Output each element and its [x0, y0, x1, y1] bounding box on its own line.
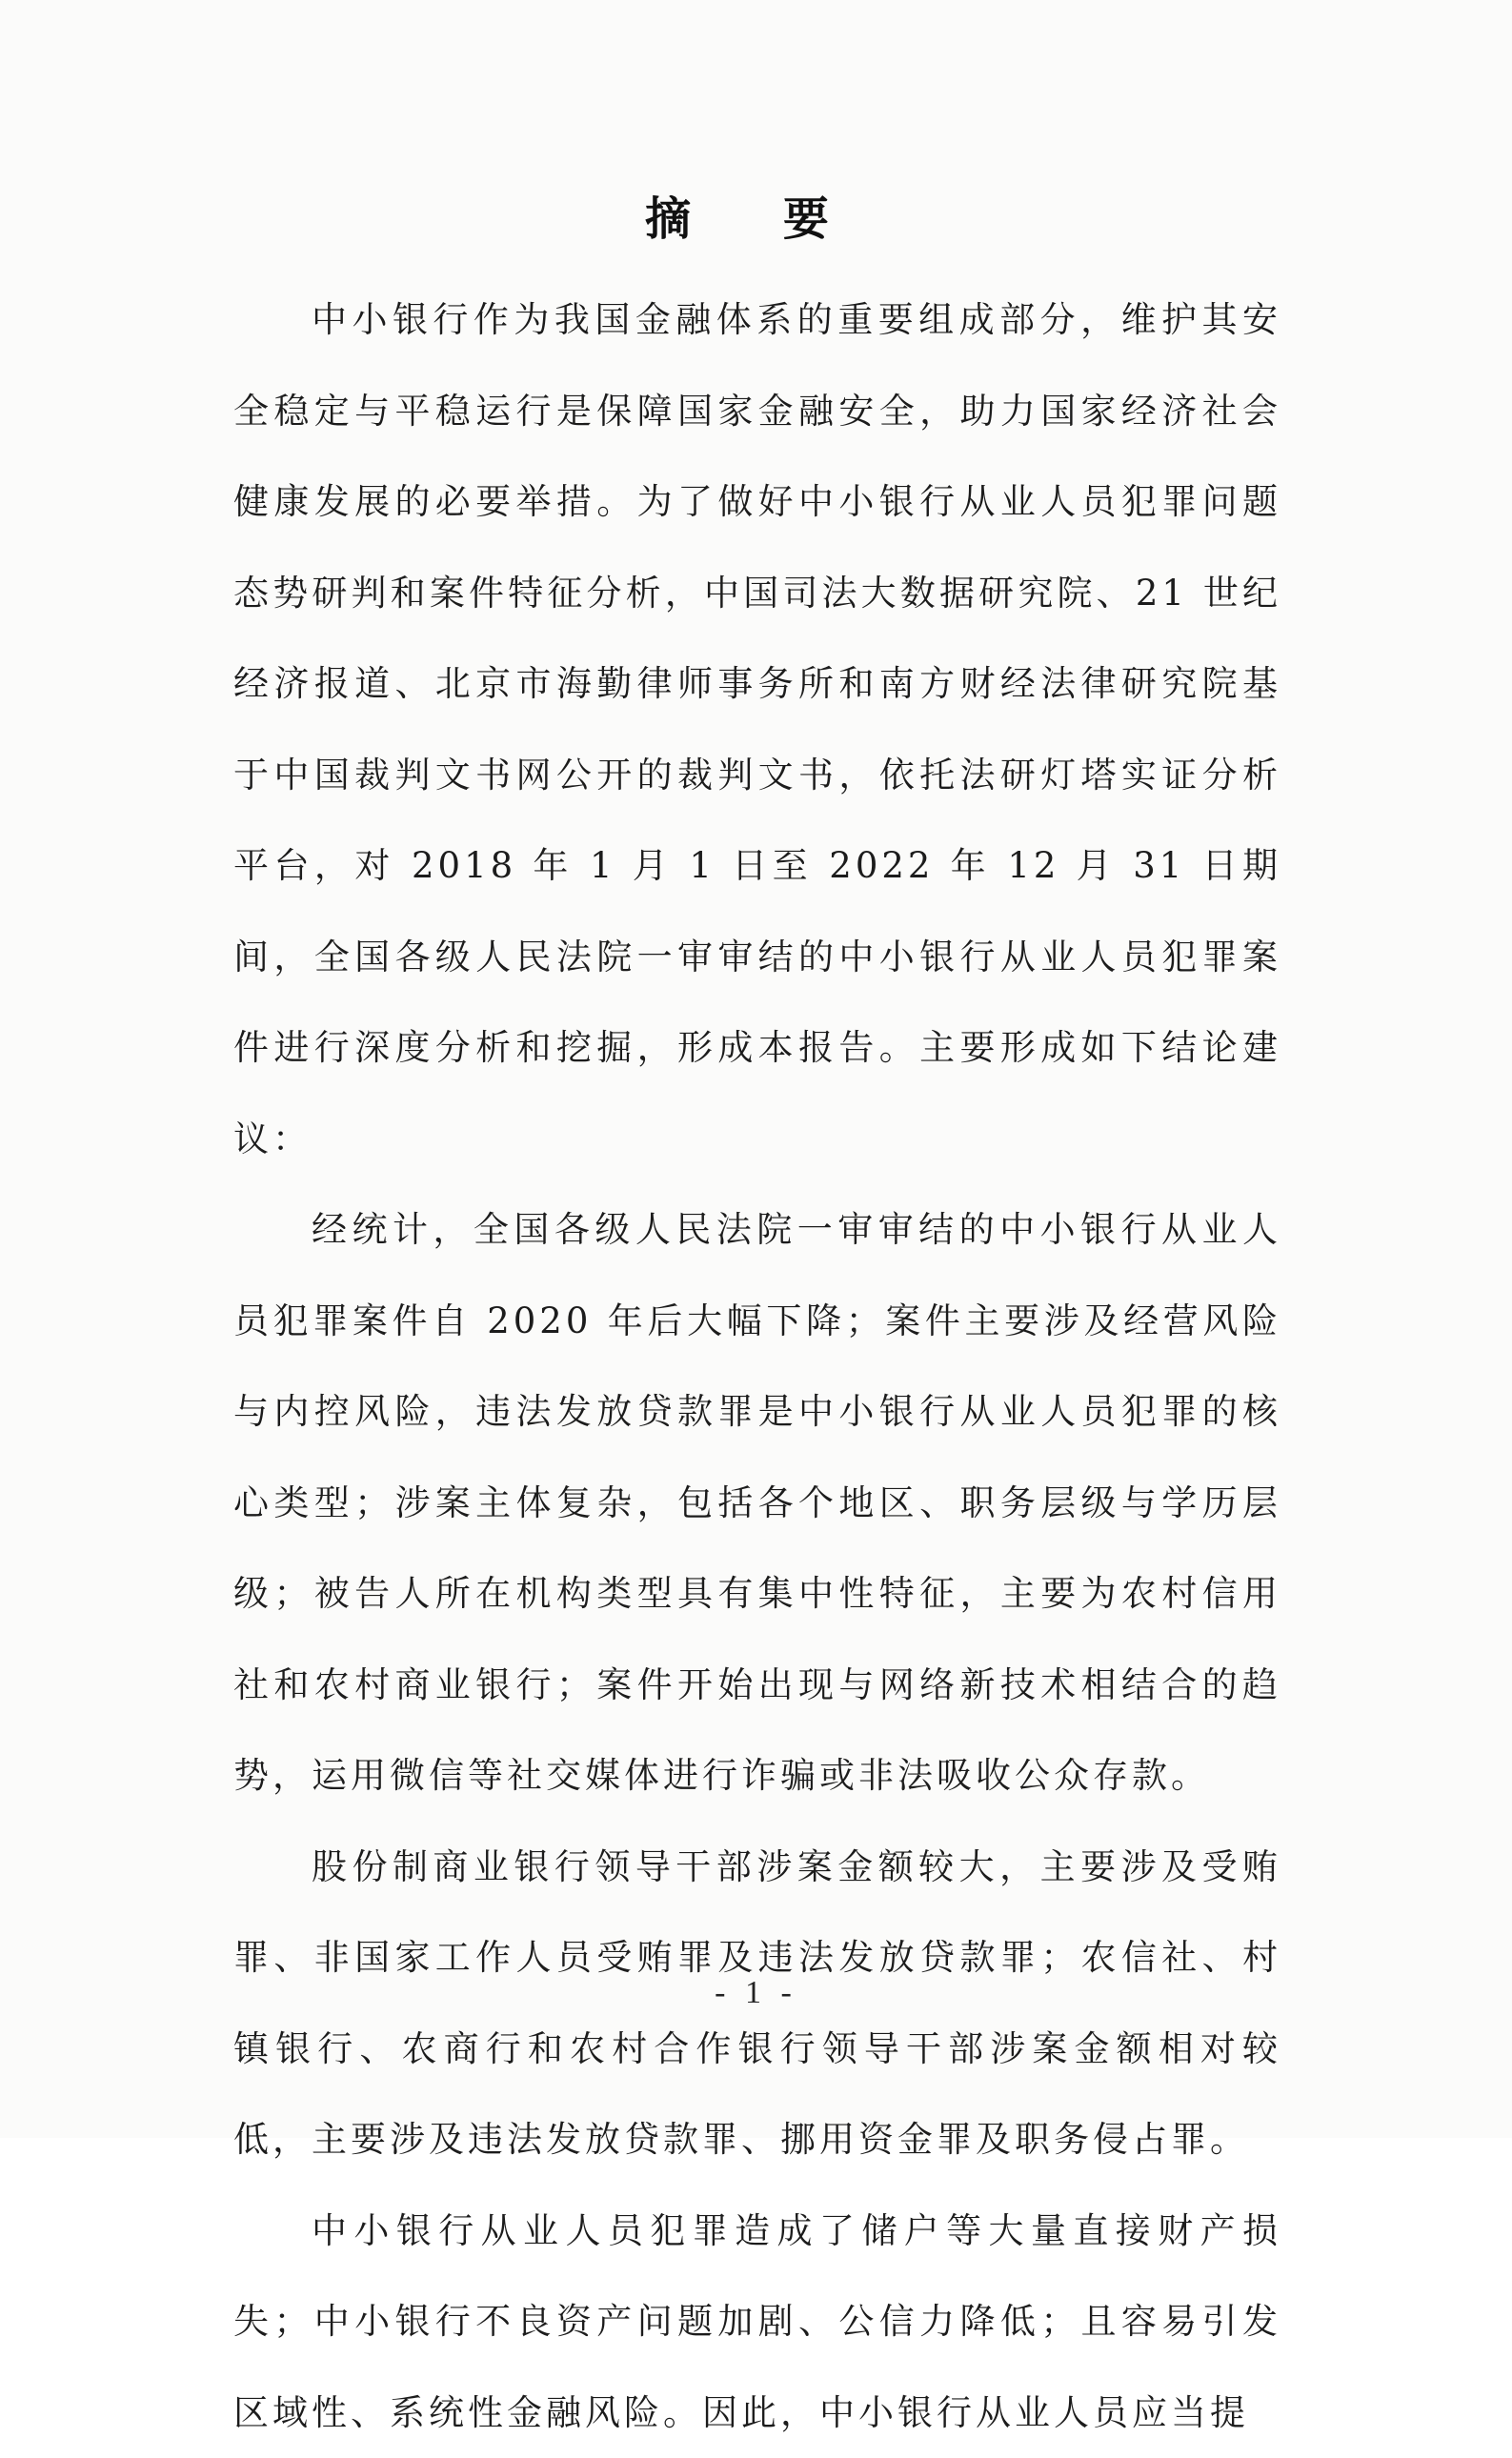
- paragraph-statistics: 经统计，全国各级人民法院一审审结的中小银行从业人员犯罪案件自 2020 年后大幅下降；案件主要涉及经营风险与内控风险，违法发放贷款罪是中小银行从业人员犯罪的核心类型；涉案主体复杂，包括各个地区、职务层级与学历层级；被告人所在机构类型具有集中性特征，主要为农村信用社和农村商业银行；案件开始出现与网络新技术相结合的趋势，运用微信等社交媒体进行诈骗或非法吸收公众存款。: [233, 1184, 1281, 1822]
- abstract-body: [233, 274, 1281, 2458]
- page-title: 摘 要: [0, 189, 1512, 250]
- paragraph-intro: 中小银行作为我国金融体系的重要组成部分，维护其安全稳定与平稳运行是保障国家金融安全，助力国家经济社会健康发展的必要举措。为了做好中小银行从业人员犯罪问题态势研判和案件特征分析，中国司法大数据研究院、21 世纪经济报道、北京市海勤律师事务所和南方财经法律研究院基于中国裁判文书网公开的裁判文书，依托法研灯塔实证分析平台，对 2018 年 1 月 1 日至 2022 年 12 月 31 日期间，全国各级人民法院一审审结的中小银行从业人员犯罪案件进行深度分析和挖掘，形成本报告。主要形成如下结论建议：: [233, 274, 1281, 1184]
- page-number: - 1 -: [0, 1974, 1512, 2012]
- paragraph-consequences: 中小银行从业人员犯罪造成了储户等大量直接财产损失；中小银行不良资产问题加剧、公信力降低；且容易引发区域性、系统性金融风险。因此，中小银行从业人员应当提: [233, 2186, 1281, 2458]
- paragraph-leadership: 股份制商业银行领导干部涉案金额较大，主要涉及受贿罪、非国家工作人员受贿罪及违法发放贷款罪；农信社、村镇银行、农商行和农村合作银行领导干部涉案金额相对较低，主要涉及违法发放贷款罪、挪用资金罪及职务侵占罪。: [233, 1822, 1281, 2186]
